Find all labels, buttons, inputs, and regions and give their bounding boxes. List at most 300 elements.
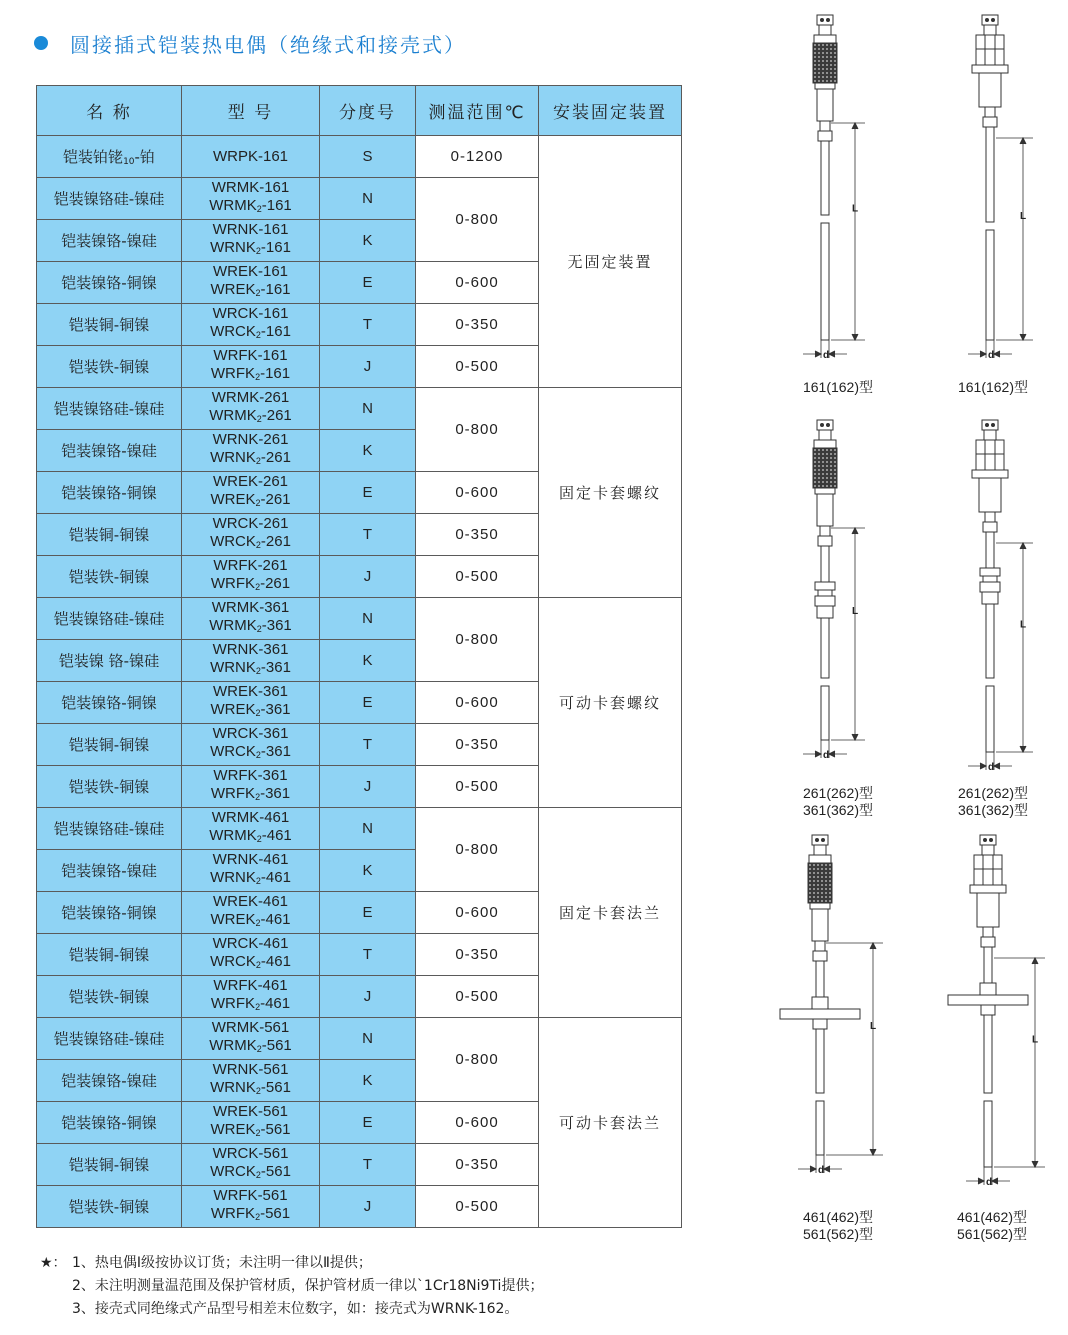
model-m2: $WRMK_2-561$ <box>209 1037 292 1054</box>
cell-graduation: T <box>320 304 416 346</box>
knurl-dot <box>814 469 816 471</box>
figure-161-round-connector <box>780 10 900 370</box>
cell-model <box>182 1060 320 1102</box>
knurl-dot <box>818 449 820 451</box>
knurl-dot <box>821 888 823 890</box>
arrowhead <box>1020 138 1026 144</box>
model-m2: $WREK_2-161$ <box>210 281 291 298</box>
knurl-dot <box>822 48 824 50</box>
knurl-dot <box>814 485 816 487</box>
knurl-dot <box>830 453 832 455</box>
knurl-dot <box>830 52 832 54</box>
caption-fig-3: 261(262)型 361(362)型 <box>802 785 874 818</box>
cell-graduation: E <box>320 472 416 514</box>
cell-range: 0-350 <box>416 724 539 766</box>
knurl-dot <box>830 465 832 467</box>
knurl-dot <box>813 888 815 890</box>
model-m2: $WREK_2-561$ <box>210 1121 291 1138</box>
sleeve <box>985 512 995 522</box>
cell-name: 铠装镍铬-镍硅 <box>37 1060 182 1102</box>
knurl-dot <box>817 868 819 870</box>
cell-model <box>182 682 320 724</box>
sheath <box>986 127 994 222</box>
knurl-dot <box>826 453 828 455</box>
cell-model <box>182 892 320 934</box>
knurl-dot <box>826 72 828 74</box>
model-m1: WREK-461 <box>212 893 289 910</box>
knurl-dot <box>818 473 820 475</box>
knurl-dot <box>818 465 820 467</box>
connector-cap <box>982 420 998 430</box>
knurl-dot <box>822 52 824 54</box>
note-row-2 <box>40 1275 543 1298</box>
figure-461-round-connector <box>770 830 900 1190</box>
cell-graduation: T <box>320 724 416 766</box>
connector-body <box>979 73 1001 107</box>
model-m2: $WRCK_2-461$ <box>210 953 291 970</box>
knurl-dot <box>829 900 831 902</box>
cell-graduation: K <box>320 1060 416 1102</box>
cell-graduation: K <box>320 640 416 682</box>
note-1: 1、热电偶Ⅰ级按协议订货；未注明一律以Ⅱ提供； <box>72 1255 372 1271</box>
knurl-dot <box>813 868 815 870</box>
pin <box>821 838 825 842</box>
arrowhead <box>1020 543 1026 549</box>
cell-graduation: J <box>320 556 416 598</box>
connector-ring <box>814 440 836 448</box>
knurl-dot <box>826 465 828 467</box>
model-m1: WRCK-461 <box>212 935 289 952</box>
gland-nut <box>980 983 996 995</box>
knurl-dot <box>813 892 815 894</box>
knurl-dot <box>834 72 836 74</box>
arrowhead <box>852 734 858 740</box>
model-m1: WRMK-461 <box>211 809 290 826</box>
knurl-dot <box>809 900 811 902</box>
dim-label-d: d <box>985 1177 993 1188</box>
model-m2: $WREK_2-261$ <box>210 491 291 508</box>
knurl-dot <box>822 469 824 471</box>
cell-graduation: E <box>320 892 416 934</box>
cell-name: 铠装镍铬硅-镍硅 <box>37 598 182 640</box>
knurl-dot <box>822 465 824 467</box>
knurl-dot <box>829 864 831 866</box>
knurl-dot <box>822 473 824 475</box>
cell-name: 铠装镍铬-铜镍 <box>37 262 182 304</box>
knurl-dot <box>830 457 832 459</box>
knurl-dot <box>813 896 815 898</box>
connector-body <box>812 909 828 941</box>
connector-cap <box>817 15 833 25</box>
arrowhead <box>980 351 986 357</box>
cell-model <box>182 304 320 346</box>
cell-range: 0-600 <box>416 682 539 724</box>
dim-label-L: L <box>1031 1034 1039 1046</box>
knurled-nut <box>813 43 837 83</box>
sheath <box>821 141 829 215</box>
sheath <box>816 961 824 997</box>
knurl-dot <box>814 68 816 70</box>
cell-model <box>182 766 320 808</box>
cell-graduation: N <box>320 598 416 640</box>
collar <box>972 65 1008 73</box>
cell-range: 0-350 <box>416 934 539 976</box>
connector-neck <box>984 430 996 440</box>
flange-plate <box>948 995 1028 1005</box>
hex-nut <box>974 855 1002 869</box>
model-m1: WRMK-161 <box>211 179 290 196</box>
cell-name: 铠装镍铬硅-镍硅 <box>37 1018 182 1060</box>
knurl-dot <box>826 80 828 82</box>
hex-nut <box>976 49 1004 65</box>
knurl-dot <box>822 449 824 451</box>
knurl-dot <box>830 473 832 475</box>
cell-name: 铠装铜-铜镍 <box>37 724 182 766</box>
sleeve <box>985 107 995 117</box>
knurl-dot <box>826 477 828 479</box>
knurl-dot <box>829 872 831 874</box>
knurl-dot <box>826 485 828 487</box>
model-m2: $WRNK_2-561$ <box>210 1079 291 1096</box>
model-m2: $WRMK_2-261$ <box>209 407 292 424</box>
cell-range: 0-500 <box>416 766 539 808</box>
cell-graduation: J <box>320 1186 416 1228</box>
knurl-dot <box>830 461 832 463</box>
connector-cap <box>982 15 998 25</box>
knurl-dot <box>826 68 828 70</box>
knurl-dot <box>834 465 836 467</box>
model-m1: WRNK-361 <box>212 641 289 658</box>
cell-model <box>182 640 320 682</box>
model-m1: WRFK-161 <box>213 347 288 364</box>
caption-fig-4: 261(262)型 361(362)型 <box>957 785 1029 818</box>
knurl-dot <box>817 888 819 890</box>
model-m1: WREK-261 <box>212 473 289 490</box>
cell-range: 0-1200 <box>416 136 539 178</box>
pin <box>983 838 987 842</box>
cell-range: 0-350 <box>416 1144 539 1186</box>
knurl-dot <box>825 892 827 894</box>
knurl-dot <box>826 64 828 66</box>
knurl-dot <box>834 44 836 46</box>
cell-model <box>182 850 320 892</box>
model-m2: $WRMK_2-161$ <box>209 197 292 214</box>
knurl-dot <box>822 68 824 70</box>
arrowhead <box>978 1178 984 1184</box>
header-mount: 安装固定装置 <box>539 86 682 136</box>
cell-range: 0-800 <box>416 388 539 472</box>
figure-261-round-connector <box>780 415 900 775</box>
sheath <box>986 604 994 678</box>
knurl-dot <box>814 48 816 50</box>
cell-name: 铠装铁-铜镍 <box>37 976 182 1018</box>
model-m2: $WRNK_2-461$ <box>210 869 291 886</box>
cell-model <box>182 472 320 514</box>
knurl-dot <box>818 477 820 479</box>
connector-body <box>977 893 999 927</box>
knurl-dot <box>821 900 823 902</box>
knurl-dot <box>814 80 816 82</box>
knurl-dot <box>809 884 811 886</box>
flange-hub <box>813 1019 827 1029</box>
cell-graduation: N <box>320 388 416 430</box>
knurl-dot <box>818 461 820 463</box>
knurl-dot <box>814 72 816 74</box>
cell-mount: 固定卡套螺纹 <box>539 388 682 598</box>
arrowhead <box>852 528 858 534</box>
sheath <box>986 686 994 752</box>
model-m2: $WRNK_2-161$ <box>210 239 291 256</box>
cell-name: 铠装镍铬-镍硅 <box>37 430 182 472</box>
knurl-dot <box>817 880 819 882</box>
dim-label-L: L <box>851 203 859 215</box>
dim-label-d: d <box>987 762 995 773</box>
knurl-dot <box>834 52 836 54</box>
knurl-dot <box>822 44 824 46</box>
knurl-dot <box>825 884 827 886</box>
pin <box>991 18 995 22</box>
cell-model <box>182 1144 320 1186</box>
model-m2: $WRFK_2-161$ <box>210 365 291 382</box>
cell-graduation: N <box>320 178 416 220</box>
cell-mount: 可动卡套螺纹 <box>539 598 682 808</box>
cell-name: 铠装镍铬-镍硅 <box>37 850 182 892</box>
knurl-dot <box>822 72 824 74</box>
cell-name: 铠装镍铬-镍硅 <box>37 220 182 262</box>
knurl-dot <box>818 481 820 483</box>
sheath <box>816 1029 824 1093</box>
knurl-dot <box>818 44 820 46</box>
model-m1: WRNK-561 <box>212 1061 289 1078</box>
table-row <box>37 388 682 430</box>
table-row <box>37 808 682 850</box>
cell-name: 铠装镍 铬-镍硅 <box>37 640 182 682</box>
connector-body <box>979 478 1001 512</box>
sleeve-joint <box>813 951 827 961</box>
dim-label-L: L <box>1019 619 1027 631</box>
model-m1: WRNK-261 <box>212 431 289 448</box>
header-model: 型 号 <box>182 86 320 136</box>
pin <box>820 18 824 22</box>
knurl-dot <box>830 64 832 66</box>
knurl-dot <box>826 48 828 50</box>
cell-range: 0-500 <box>416 556 539 598</box>
knurl-dot <box>826 76 828 78</box>
thread-end <box>817 606 833 618</box>
model-m2: $WRNK_2-261$ <box>210 449 291 466</box>
arrowhead <box>870 1149 876 1155</box>
knurl-dot <box>818 52 820 54</box>
thread-nut <box>815 582 835 590</box>
knurl-dot <box>817 900 819 902</box>
cell-name: 铠装铜-铜镍 <box>37 1144 182 1186</box>
bullet-dot-icon <box>34 36 48 50</box>
knurl-dot <box>818 60 820 62</box>
knurl-dot <box>809 880 811 882</box>
model-m1: WRFK-461 <box>213 977 288 994</box>
dim-label-d: d <box>822 350 830 361</box>
cell-graduation: K <box>320 430 416 472</box>
knurl-dot <box>822 481 824 483</box>
cell-name: 铠装镍铬-铜镍 <box>37 472 182 514</box>
connector-ring <box>814 35 836 43</box>
cell-model <box>182 388 320 430</box>
knurl-dot <box>822 80 824 82</box>
knurl-dot <box>821 872 823 874</box>
arrowhead <box>852 334 858 340</box>
knurl-dot <box>821 864 823 866</box>
flange-plate <box>780 1009 860 1019</box>
connector-cap <box>980 835 996 845</box>
model-m2: $WRNK_2-361$ <box>210 659 291 676</box>
connector-cap <box>817 420 833 430</box>
knurl-dot <box>834 68 836 70</box>
arrowhead <box>810 1166 816 1172</box>
cell-model <box>182 136 320 178</box>
pin <box>985 18 989 22</box>
knurl-dot <box>825 864 827 866</box>
knurl-dot <box>809 896 811 898</box>
cell-graduation: E <box>320 262 416 304</box>
thread-end <box>982 592 998 604</box>
thread-body <box>983 576 997 582</box>
cell-model <box>182 178 320 220</box>
sleeve-joint <box>983 522 997 532</box>
knurl-dot <box>830 485 832 487</box>
knurl-dot <box>834 64 836 66</box>
model-m1: WRNK-161 <box>212 221 289 238</box>
dim-label-d: d <box>822 750 830 761</box>
sheath <box>816 1101 824 1155</box>
cell-graduation: K <box>320 220 416 262</box>
knurl-dot <box>814 453 816 455</box>
model-m2: $WRCK_2-161$ <box>210 323 291 340</box>
knurl-dot <box>818 48 820 50</box>
dim-label-L: L <box>851 606 859 617</box>
cell-range: 0-500 <box>416 976 539 1018</box>
sheath <box>821 223 829 340</box>
cell-range: 0-350 <box>416 304 539 346</box>
knurl-dot <box>822 485 824 487</box>
knurl-dot <box>814 60 816 62</box>
knurl-dot <box>834 477 836 479</box>
caption-fig-1: 161(162)型 <box>802 379 874 395</box>
arrowhead <box>815 351 821 357</box>
knurl-dot <box>822 477 824 479</box>
arrowhead <box>815 751 821 757</box>
cell-name: 铠装铁-铜镍 <box>37 346 182 388</box>
cell-model <box>182 220 320 262</box>
knurl-dot <box>829 892 831 894</box>
knurl-dot <box>814 52 816 54</box>
connector-body <box>817 89 833 121</box>
gland-nut <box>812 997 828 1009</box>
sheath <box>821 686 829 740</box>
cell-graduation: S <box>320 136 416 178</box>
knurl-dot <box>830 60 832 62</box>
knurl-dot <box>822 64 824 66</box>
knurl-dot <box>818 469 820 471</box>
header-name: 名 称 <box>37 86 182 136</box>
arrowhead <box>980 763 986 769</box>
cell-name: 铠装镍铬硅-镍硅 <box>37 808 182 850</box>
caption-fig-2: 161(162)型 <box>957 379 1029 395</box>
knurl-dot <box>821 876 823 878</box>
pin <box>826 423 830 427</box>
figure-261-hex-connector <box>945 415 1065 775</box>
connector-neck <box>819 430 831 440</box>
cell-mount: 固定卡套法兰 <box>539 808 682 1018</box>
sheath <box>984 947 992 983</box>
arrowhead <box>1032 1161 1038 1167</box>
knurl-dot <box>830 76 832 78</box>
thread-body <box>818 590 832 596</box>
knurl-dot <box>818 453 820 455</box>
knurl-dot <box>826 60 828 62</box>
knurl-dot <box>829 896 831 898</box>
knurl-dot <box>813 872 815 874</box>
table-row <box>37 1018 682 1060</box>
knurl-dot <box>825 876 827 878</box>
cell-range: 0-800 <box>416 1018 539 1102</box>
spec-table <box>36 85 682 1228</box>
header-graduation: 分度号 <box>320 86 416 136</box>
cell-range: 0-600 <box>416 472 539 514</box>
knurl-dot <box>834 481 836 483</box>
knurl-dot <box>825 896 827 898</box>
sleeve-joint <box>981 937 995 947</box>
cell-name: 铠装铁-铜镍 <box>37 556 182 598</box>
knurl-dot <box>817 876 819 878</box>
model-m1: WRNK-461 <box>212 851 289 868</box>
model-m2: $WRCK_2-361$ <box>210 743 291 760</box>
cell-graduation: J <box>320 346 416 388</box>
figure-461-hex-connector <box>940 830 1065 1190</box>
section-title <box>34 28 466 58</box>
knurl-dot <box>813 884 815 886</box>
knurl-dot <box>834 48 836 50</box>
cell-graduation: K <box>320 850 416 892</box>
model-m1: WRCK-161 <box>212 305 289 322</box>
sheath <box>986 532 994 568</box>
knurl-dot <box>814 477 816 479</box>
connector-neck <box>814 845 826 855</box>
knurl-dot <box>829 868 831 870</box>
model-m1: WRFK-361 <box>213 767 288 784</box>
cell-range: 0-600 <box>416 1102 539 1144</box>
cell-model <box>182 262 320 304</box>
cell-model <box>182 808 320 850</box>
knurl-dot <box>822 76 824 78</box>
sleeve <box>983 927 993 937</box>
arrowhead <box>992 1178 998 1184</box>
cell-range: 0-800 <box>416 808 539 892</box>
arrowhead <box>994 351 1000 357</box>
knurl-dot <box>834 76 836 78</box>
model-m2: $WRCK_2-261$ <box>210 533 291 550</box>
knurl-dot <box>822 453 824 455</box>
hex-nut <box>976 454 1004 470</box>
cell-model <box>182 976 320 1018</box>
knurl-dot <box>826 52 828 54</box>
dim-label-L: L <box>869 1021 877 1032</box>
model-m1: WREK-361 <box>212 683 289 700</box>
knurl-dot <box>813 900 815 902</box>
knurl-dot <box>821 896 823 898</box>
model-m2: $WRCK_2-561$ <box>210 1163 291 1180</box>
knurl-dot <box>830 477 832 479</box>
knurl-dot <box>825 880 827 882</box>
